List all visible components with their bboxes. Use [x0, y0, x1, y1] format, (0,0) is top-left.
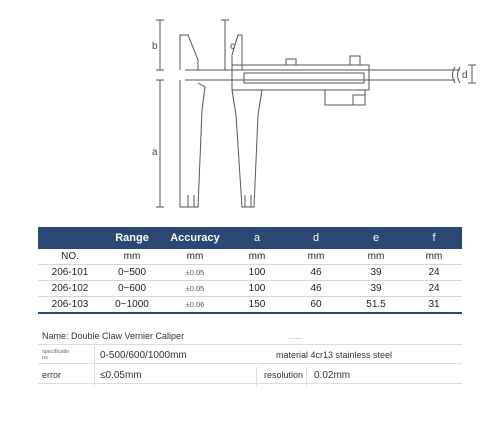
product-info: [38, 329, 462, 390]
table-row: [38, 281, 462, 297]
cell-e: 51.5: [346, 297, 406, 314]
divider-left: [94, 346, 95, 386]
cell-accuracy: ±0.06: [162, 297, 228, 314]
product-name: Name: Double Claw Vernier Caliper: [42, 331, 185, 341]
cell-range: 0~1000: [102, 297, 162, 314]
divider-right: [306, 367, 307, 386]
divider-mid: [256, 367, 257, 386]
info-row-spec: [38, 348, 462, 364]
fixed-jaw-tip: [188, 195, 194, 207]
caliper-diagram: [150, 15, 480, 215]
name-dots: ......: [288, 331, 304, 341]
caliper-drawing: [150, 15, 480, 215]
fine-adjust-wheel: [353, 95, 365, 105]
header-a: a: [228, 227, 286, 249]
error-label: error: [42, 370, 62, 380]
info-row-error: [38, 368, 462, 384]
cell-f: 24: [406, 281, 462, 297]
cell-f: 24: [406, 265, 462, 281]
resolution-value: 0.02mm: [314, 370, 351, 381]
header-e: e: [346, 227, 406, 249]
cell-model: 206-103: [38, 297, 102, 314]
cell-a: 150: [228, 297, 286, 314]
fixed-upper-jaw: [180, 35, 198, 70]
label-b: b: [152, 41, 158, 52]
unit-f: mm: [406, 249, 462, 265]
error-value: ≤0.05mm: [100, 370, 142, 381]
fine-adjust-unit: [325, 90, 365, 105]
dimension-d-line: [468, 65, 476, 83]
cell-accuracy: ±0.05: [162, 281, 228, 297]
movable-lower-jaw: [232, 90, 262, 207]
cell-a: 100: [228, 281, 286, 297]
spec-value: 0-500/600/1000mm: [100, 350, 187, 361]
spec-table: [38, 227, 462, 314]
spec-label: specificatio ns: [42, 349, 70, 361]
unit-range: mm: [102, 249, 162, 265]
cell-e: 39: [346, 265, 406, 281]
material-text: material 4cr13 stainless steel: [276, 350, 393, 360]
header-d: d: [286, 227, 346, 249]
label-a: a: [152, 147, 158, 158]
locking-screw-2: [350, 56, 360, 65]
table-row: [38, 265, 462, 281]
cell-model: 206-102: [38, 281, 102, 297]
movable-jaw-tip: [245, 195, 251, 207]
cell-d: 60: [286, 297, 346, 314]
cell-f: 31: [406, 297, 462, 314]
header-f: f: [406, 227, 462, 249]
cell-range: 0~500: [102, 265, 162, 281]
dimension-a-line: [156, 80, 164, 207]
table-row: [38, 297, 462, 314]
info-row-name: [38, 329, 462, 345]
table-header-row: [38, 227, 462, 249]
cell-model: 206-101: [38, 265, 102, 281]
table-units-row: [38, 249, 462, 265]
locking-screw-1: [286, 59, 296, 65]
beam-break: [453, 67, 461, 83]
label-c: c: [230, 41, 235, 52]
cell-accuracy: ±0.05: [162, 265, 228, 281]
slider-body: [232, 65, 369, 90]
label-d: d: [462, 70, 468, 81]
vernier-window: [244, 73, 364, 83]
resolution-label: resolution: [264, 370, 304, 380]
unit-no: NO.: [38, 249, 102, 265]
cell-a: 100: [228, 265, 286, 281]
cell-e: 39: [346, 281, 406, 297]
fixed-lower-jaw: [180, 80, 205, 207]
cell-d: 46: [286, 265, 346, 281]
dimension-c-line: [221, 20, 229, 70]
unit-accuracy: mm: [162, 249, 228, 265]
cell-range: 0~600: [102, 281, 162, 297]
unit-a: mm: [228, 249, 286, 265]
unit-d: mm: [286, 249, 346, 265]
unit-e: mm: [346, 249, 406, 265]
header-accuracy: Accuracy: [162, 227, 228, 249]
header-blank: [38, 227, 102, 249]
cell-d: 46: [286, 281, 346, 297]
header-range: Range: [102, 227, 162, 249]
